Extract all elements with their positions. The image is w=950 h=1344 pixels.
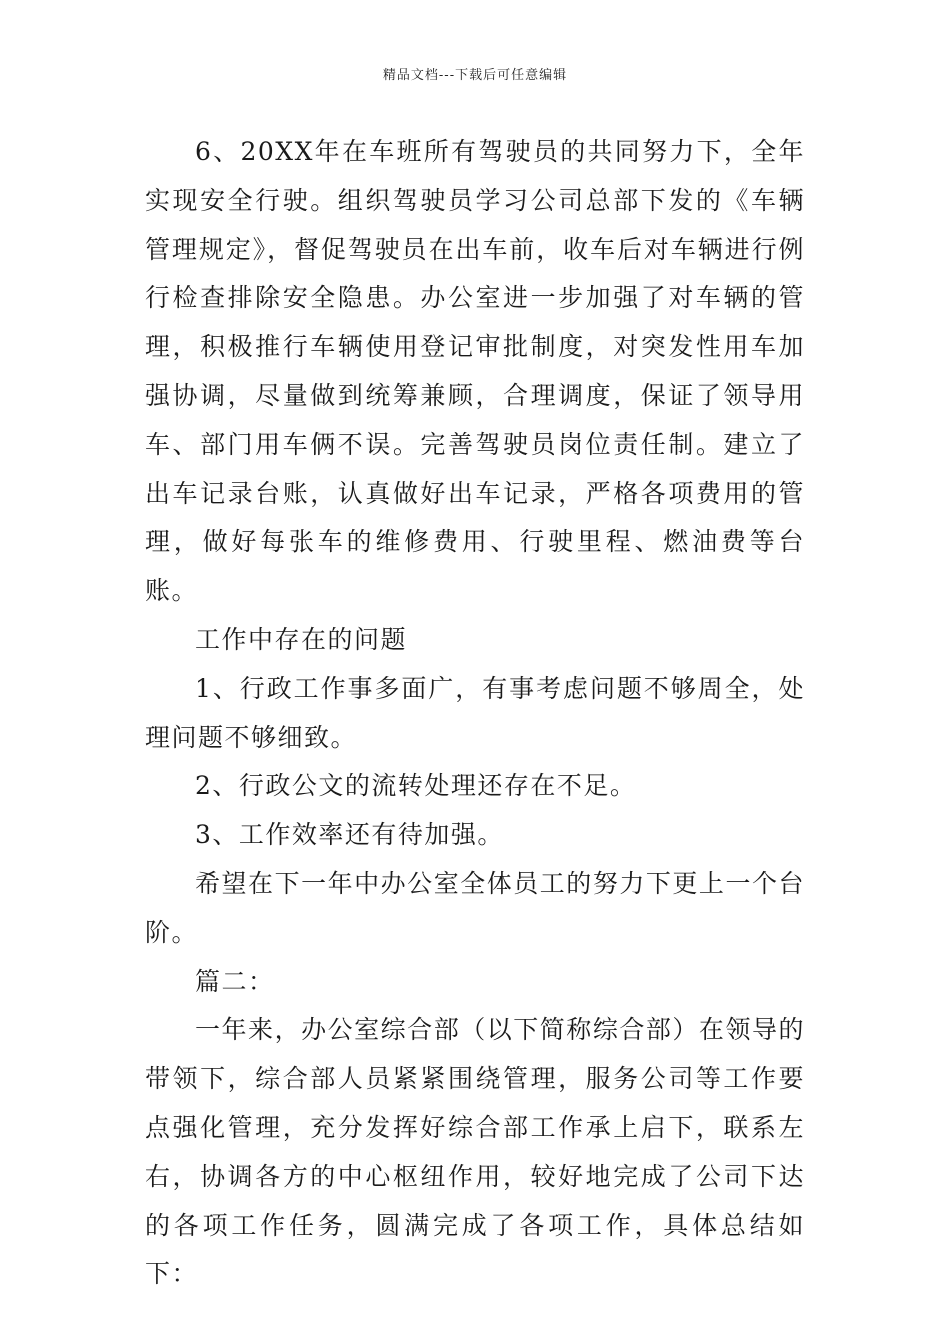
section-heading-part-two: 篇二：: [195, 966, 275, 996]
problem-item-1: 1、行政工作事多面广，有事考虑问题不够周全，处理问题不够细致。: [145, 673, 805, 752]
paragraph-hope: 希望在下一年中办公室全体员工的努力下更上一个台阶。: [145, 868, 805, 947]
paragraph-vehicle-management: 6、20XX年在车班所有驾驶员的共同努力下，全年实现安全行驶。组织驾驶员学习公司总部下发的《车辆管理规定》，督促驾驶员在出车前，收车后对车辆进行例行检查排除安全隐患。办公室进一步加强了对车辆的管理，积极推行车辆使用登记审批制度，对突发性用车加强协调，尽量做到统筹兼顾，合理调度，保证了领导用车、部门用车俩不误。完善驾驶员岗位责任制。建立了出车记录台账，认真做好出车记录，严格各项费用的管理，做好每张车的维修费用、行驶里程、燃油费等台账。: [145, 137, 805, 606]
page-header: 精品文档---下载后可任意编辑: [382, 68, 568, 83]
problem-item-3: 3、工作效率还有待加强。: [195, 820, 504, 850]
section-heading-problems: 工作中存在的问题: [195, 624, 408, 654]
document-body: [145, 128, 805, 1299]
problem-item-2: 2、行政公文的流转处理还存在不足。: [195, 771, 637, 801]
paragraph-summary-intro: 一年来，办公室综合部（以下简称综合部）在领导的带领下，综合部人员紧紧围绕管理，服务公司等工作要点强化管理，充分发挥好综合部工作承上启下，联系左右，协调各方的中心枢纽作用，较好地完成了公司下达的各项工作任务，圆满完成了各项工作，具体总结如下：: [145, 1015, 805, 1289]
